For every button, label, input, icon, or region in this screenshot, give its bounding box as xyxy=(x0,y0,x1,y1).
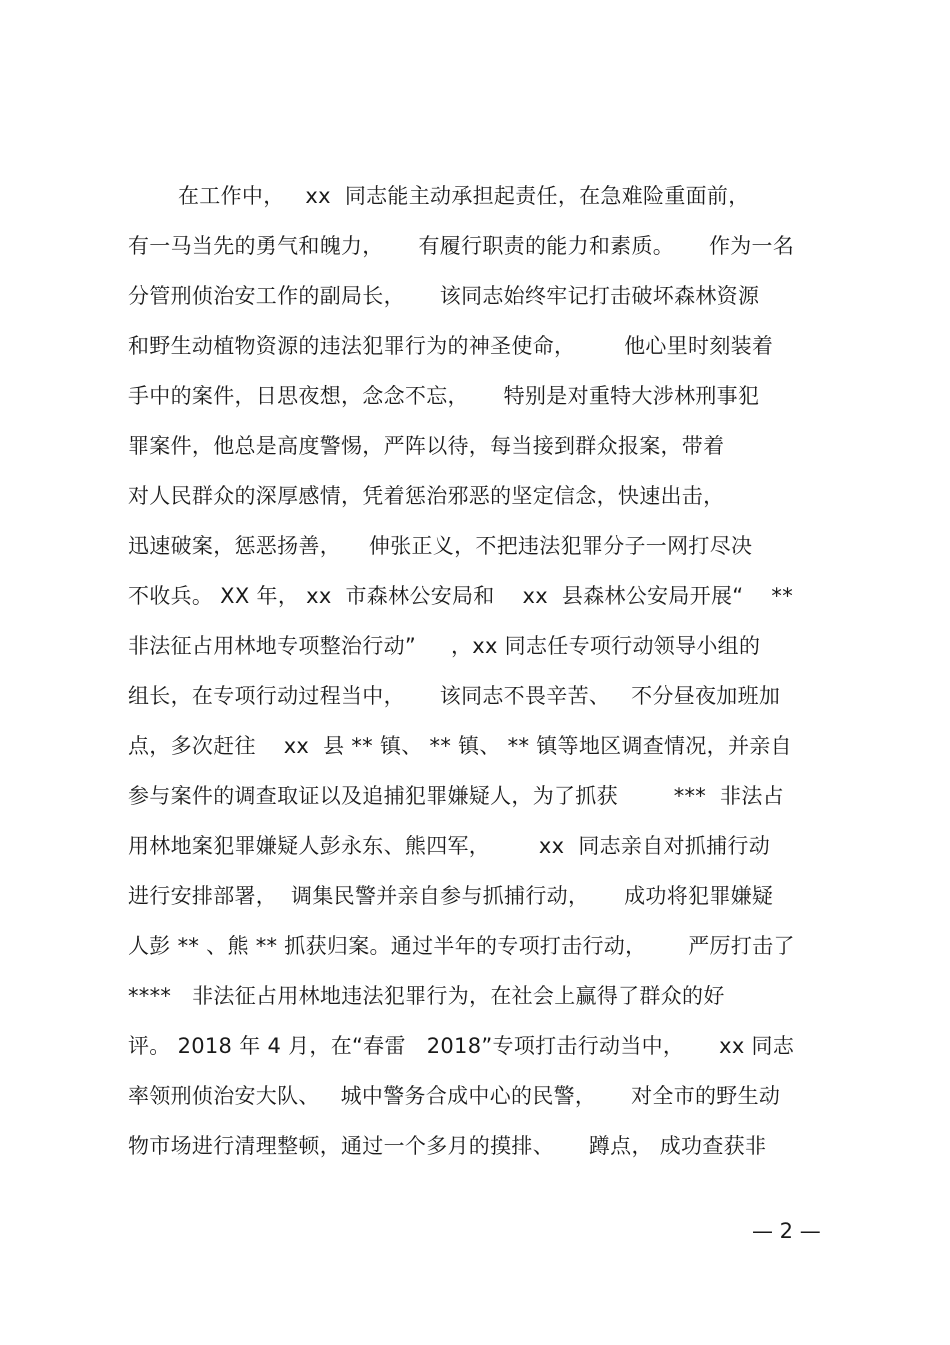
text-line: 人彭 ** 、熊 ** 抓获归案。通过半年的专项打击行动， 严厉打击了 xyxy=(128,934,795,958)
text-line: 物市场进行清理整顿，通过一个多月的摸排、 蹲点， 成功查获非 xyxy=(128,1134,767,1158)
text-line: 手中的案件，日思夜想，念念不忘， 特别是对重特大涉林刑事犯 xyxy=(128,384,760,408)
text-line: 罪案件，他总是高度警惕，严阵以待，每当接到群众报案，带着 xyxy=(128,434,725,458)
text-line: 不收兵。 XX 年， xx 市森林公安局和 xx 县森林公安局开展“ ** xyxy=(128,584,793,608)
text-line: 组长，在专项行动过程当中， 该同志不畏辛苦、 不分昼夜加班加 xyxy=(128,684,781,708)
text-line: 评。 2018 年 4 月，在“春雷 2018”专项打击行动当中， xx 同志 xyxy=(128,1034,795,1058)
text-line: 在工作中， xx 同志能主动承担起责任，在急难险重面前， xyxy=(178,184,750,208)
page-number: — 2 — xyxy=(752,1219,821,1243)
text-line: 进行安排部署， 调集民警并亲自参与抓捕行动， 成功将犯罪嫌疑 xyxy=(128,884,774,908)
text-line: **** 非法征占用林地违法犯罪行为，在社会上赢得了群众的好 xyxy=(128,984,725,1008)
text-line: 对人民群众的深厚感情，凭着惩治邪恶的坚定信念，快速出击， xyxy=(128,484,725,508)
text-line: 分管刑侦治安工作的副局长， 该同志始终牢记打击破坏森林资源 xyxy=(128,284,760,308)
text-line: 迅速破案，惩恶扬善， 伸张正义，不把违法犯罪分子一网打尽决 xyxy=(128,534,753,558)
text-line: 参与案件的调查取证以及追捕犯罪嫌疑人，为了抓获 *** 非法占 xyxy=(128,784,784,808)
text-line: 和野生动植物资源的违法犯罪行为的神圣使命， 他心里时刻装着 xyxy=(128,334,774,358)
text-line: 用林地案犯罪嫌疑人彭永东、熊四军， xx 同志亲自对抓捕行动 xyxy=(128,834,771,858)
text-line: 非法征占用林地专项整治行动” ，xx 同志任专项行动领导小组的 xyxy=(128,634,761,658)
text-line: 率领刑侦治安大队、 城中警务合成中心的民警， 对全市的野生动 xyxy=(128,1084,781,1108)
text-line: 点，多次赶往 xx 县 ** 镇、 ** 镇、 ** 镇等地区调查情况，并亲自 xyxy=(128,734,792,758)
text-line: 有一马当先的勇气和魄力， 有履行职责的能力和素质。 作为一名 xyxy=(128,234,795,258)
